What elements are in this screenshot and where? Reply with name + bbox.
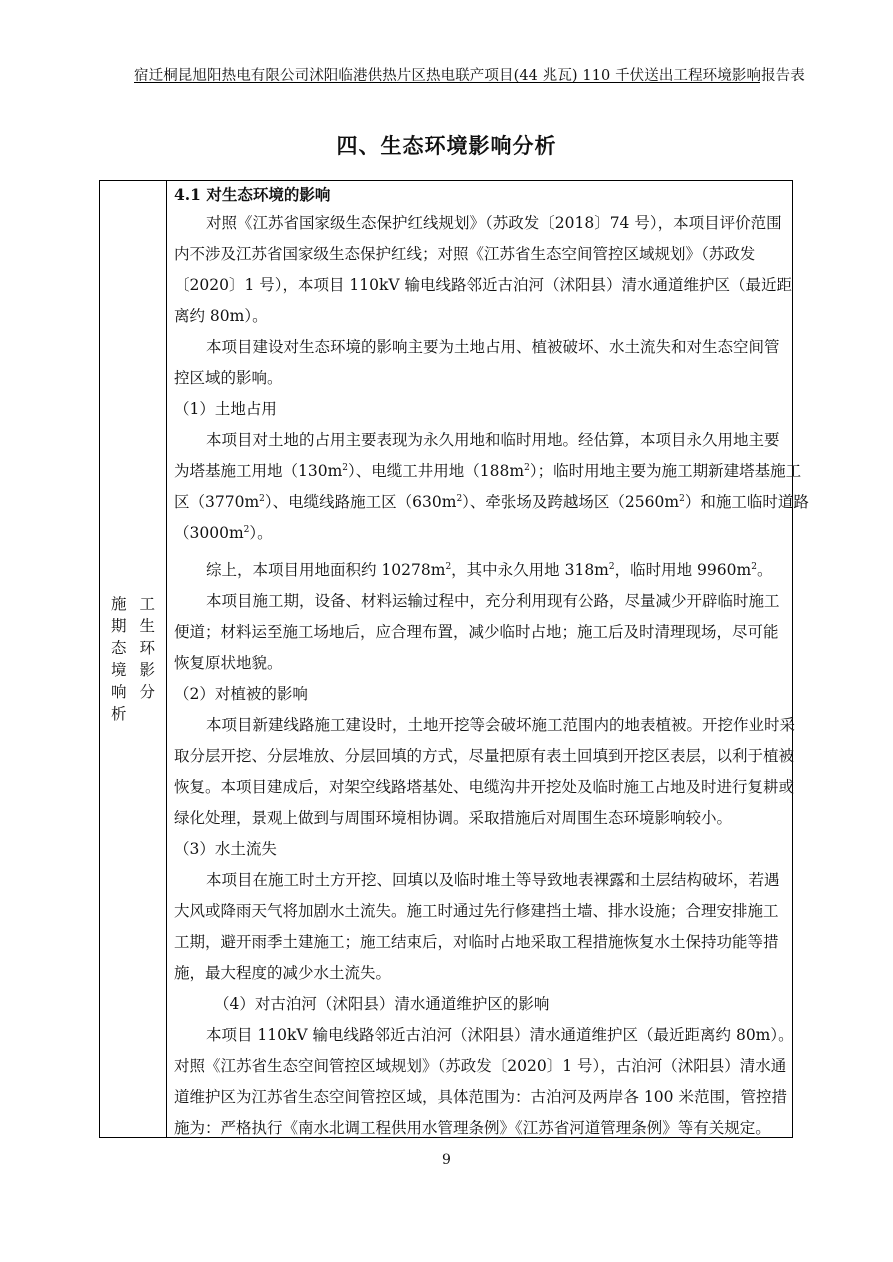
paragraph-line: 本项目建设对生态环境的影响主要为土地占用、植被破坏、水土流失和对生态空间管 <box>206 338 780 356</box>
page-header: 宿迁桐昆旭阳热电有限公司沭阳临港供热片区热电联产项目(44 兆瓦) 110 千伏送出工程环境影响报告表 <box>134 68 805 84</box>
paragraph-line: 本项目在施工时土方开挖、回填以及临时堆土等导致地表裸露和土层结构破坏，若遇 <box>206 871 780 889</box>
list-heading: （1）土地占用 <box>174 400 277 418</box>
paragraph-line: 大风或降雨天气将加剧水土流失。施工时通过先行修建挡土墙、排水设施；合理安排施工 <box>174 902 779 920</box>
paragraph-line: 本项目新建线路施工建设时，土地开挖等会破坏施工范围内的地表植被。开挖作业时采 <box>206 716 796 734</box>
row-label-cell <box>100 180 166 1138</box>
paragraph-line: 施，最大程度的减少水土流失。 <box>174 964 392 982</box>
paragraph-line: 绿化处理，景观上做到与周围环境相协调。采取措施后对周围生态环境影响较小。 <box>174 809 733 827</box>
paragraph-line: 本项目 110kV 输电线路邻近古泊河（沭阳县）清水通道维护区（最近距离约 80m）。 <box>206 1026 794 1044</box>
paragraph-line: 区$(3770m^2)$、电缆线路施工区$(630m^2)$、牵张场及跨越场区$(2560m^2)$和施工临时道路 <box>174 493 809 511</box>
paragraph-line: 控区域的影响。 <box>174 369 283 387</box>
paragraph-line: 〔2020〕1 号），本项目 110kV 输电线路邻近古泊河（沭阳县）清水通道维护区（最近距 <box>174 276 793 294</box>
paragraph-line: 道维护区为江苏省生态空间管控区域，具体范围为：古泊河及两岸各 100 米范围，管控措 <box>174 1088 787 1106</box>
paragraph-line: 本项目施工期，设备、材料运输过程中，充分利用现有公路，尽量减少开辟临时施工 <box>206 592 780 610</box>
list-heading: （3）水土流失 <box>174 840 277 858</box>
list-heading: （2）对植被的影响 <box>174 685 308 703</box>
table-column-divider <box>166 180 167 1138</box>
section-title: 四、生态环境影响分析 <box>336 134 557 158</box>
paragraph-line: 为塔基施工用地$(130m^2)$、电缆工井用地$(188m^2)$；临时用地主要为施工期新建塔基施工 <box>174 462 802 480</box>
paragraph-line: 工期，避开雨季土建施工；施工结束后，对临时占地采取工程措施恢复水土保持功能等措 <box>174 933 779 951</box>
paragraph-line: 恢复。本项目建成后，对架空线路塔基处、电缆沟井开挖处及临时施工占地及时进行复耕或 <box>174 778 795 796</box>
paragraph-line: 恢复原状地貌。 <box>174 654 283 672</box>
paragraph-line: 便道；材料运至施工场地后，应合理布置，减少临时占地；施工后及时清理现场，尽可能 <box>174 623 779 641</box>
paragraph-line: 对照《江苏省生态空间管控区域规划》（苏政发〔2020〕1 号），古泊河（沭阳县）清水通 <box>174 1057 787 1075</box>
paragraph-line: 对照《江苏省国家级生态保护红线规划》（苏政发〔2018〕74 号），本项目评价范围 <box>206 214 782 232</box>
paragraph-line: 综上，本项目用地面积约 $10278m^2$，其中永久用地 $318m^2$，临时用地 $9960m^2$。 <box>206 561 773 579</box>
header-rule <box>134 82 760 83</box>
paragraph-line: 施为：严格执行《南水北调工程供用水管理条例》《江苏省河道管理条例》等有关规定。 <box>174 1119 771 1137</box>
page-number: 9 <box>442 1152 451 1168</box>
row-label: 施工期生态环境影响分析 <box>111 595 155 723</box>
paragraph-line: 本项目对土地的占用主要表现为永久用地和临时用地。经估算，本项目永久用地主要 <box>206 431 780 449</box>
paragraph-line: 离约 80m）。 <box>174 307 268 325</box>
paragraph-line: $(3000m^2)$。 <box>174 524 273 542</box>
paragraph-line: 内不涉及江苏省国家级生态保护红线；对照《江苏省生态空间管控区域规划》（苏政发 <box>174 245 756 263</box>
paragraph-line: 取分层开挖、分层堆放、分层回填的方式，尽量把原有表土回填到开挖区表层，以利于植被 <box>174 747 795 765</box>
list-heading: （4）对古泊河（沭阳县）清水通道维护区的影响 <box>214 995 550 1013</box>
subsection-heading: 4.1 对生态环境的影响 <box>174 185 331 204</box>
